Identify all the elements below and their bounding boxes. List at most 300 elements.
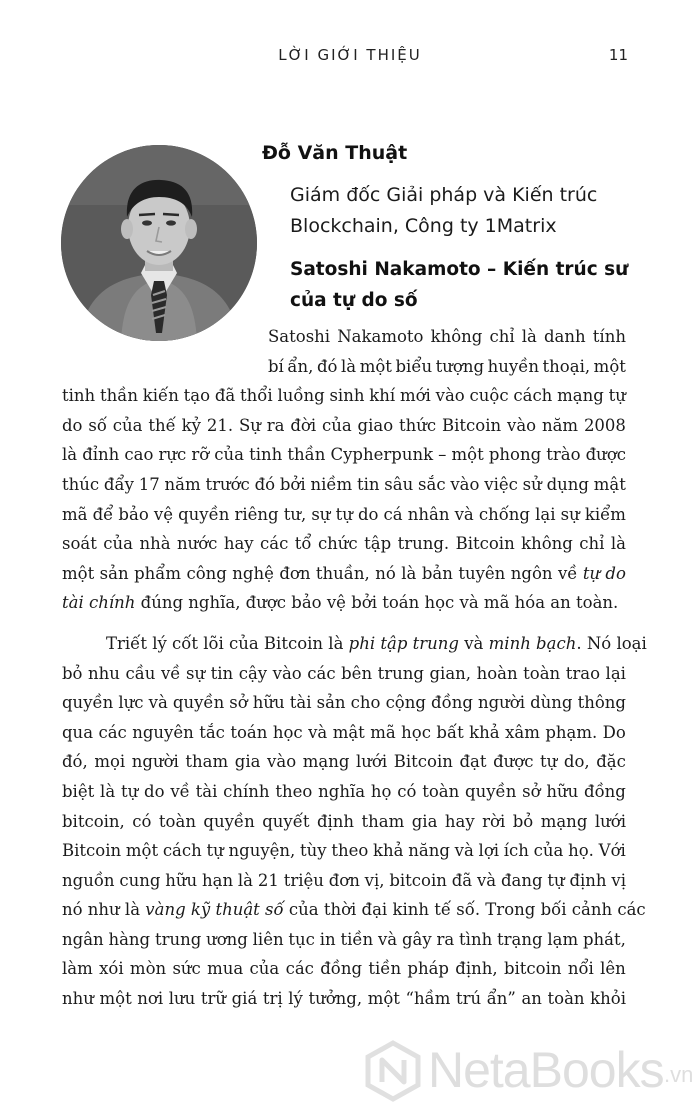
- text-line: [62, 836, 626, 866]
- word: cuộc: [469, 386, 509, 406]
- word: tình: [459, 929, 493, 949]
- word: hữu: [165, 870, 198, 890]
- text-line: [62, 500, 626, 530]
- word: nó: [375, 563, 396, 583]
- word: gia: [411, 811, 438, 831]
- word: ra: [266, 415, 285, 435]
- word: tham: [361, 811, 405, 831]
- word: đồng: [431, 693, 473, 713]
- word: 2008: [583, 415, 626, 435]
- word: dụng: [546, 474, 589, 494]
- word: niềm: [310, 474, 353, 494]
- word: cung: [119, 870, 161, 890]
- word: đơn: [328, 870, 360, 890]
- word: toàn: [422, 781, 460, 801]
- word: và: [454, 841, 474, 861]
- word: riêng: [234, 504, 279, 524]
- word: kiến: [142, 386, 179, 406]
- italic-term: minh bạch: [488, 633, 577, 653]
- word: nghệ: [232, 563, 274, 583]
- word: giá: [231, 989, 258, 1009]
- word: và: [454, 504, 474, 524]
- word: phát,: [582, 929, 626, 949]
- word: cao: [124, 445, 154, 465]
- word: thế: [148, 415, 176, 435]
- word: tin: [210, 663, 234, 683]
- word: Satoshi: [268, 327, 331, 346]
- word: định: [569, 870, 607, 890]
- author-role-line: Blockchain, Công ty 1Matrix: [290, 215, 557, 237]
- word: bảo: [118, 504, 149, 524]
- word: –: [438, 445, 447, 465]
- word: sử: [522, 474, 542, 494]
- word: là: [100, 781, 116, 801]
- word: đỉnh: [82, 445, 120, 465]
- word: được: [585, 445, 626, 465]
- italic-term: tự do: [582, 563, 626, 583]
- word: lại: [535, 504, 556, 524]
- word: chống: [478, 504, 530, 524]
- word: người: [477, 693, 526, 713]
- word: dùng: [530, 693, 573, 713]
- word: trung: [377, 663, 424, 683]
- text-line: [268, 352, 626, 382]
- word: an: [521, 989, 542, 1009]
- word: tinh: [249, 445, 283, 465]
- word: mạng: [540, 811, 588, 831]
- word: xâm: [505, 722, 540, 742]
- word: tưởng,: [308, 989, 363, 1009]
- word: hạn: [201, 870, 234, 890]
- word: sở: [229, 693, 248, 713]
- running-title: LỜI GIỚI THIỆU: [278, 46, 422, 64]
- paragraph-1-first-line-wrap: [62, 322, 626, 352]
- text-run: [106, 629, 647, 659]
- word: liên: [252, 929, 284, 949]
- word: quyền: [172, 693, 225, 713]
- word: một: [125, 841, 159, 861]
- word: gian,: [429, 663, 472, 683]
- word: ích: [503, 841, 529, 861]
- word: một: [593, 356, 626, 376]
- word: là: [521, 327, 537, 346]
- word: phong: [488, 445, 542, 465]
- word: việc: [484, 474, 518, 494]
- word: các: [98, 722, 127, 742]
- word: khí: [369, 386, 396, 406]
- netabooks-logo-icon: [362, 1040, 424, 1102]
- text-line: [62, 629, 647, 659]
- word: họ.: [568, 841, 594, 861]
- word: tham: [185, 752, 229, 772]
- word: nhân: [407, 504, 450, 524]
- word: thổi: [240, 386, 273, 406]
- word: các: [307, 663, 336, 683]
- word: sự: [560, 504, 580, 524]
- word: hay: [444, 811, 475, 831]
- word: lý: [288, 989, 303, 1009]
- word: vệ: [153, 504, 173, 524]
- word: có: [397, 781, 417, 801]
- word: không: [521, 534, 573, 554]
- word: là: [341, 356, 357, 376]
- text-run: Triết lý cốt lõi của Bitcoin là: [106, 633, 349, 653]
- word: của: [249, 959, 280, 979]
- word: vào: [507, 415, 537, 435]
- word: xói: [99, 959, 124, 979]
- word: của: [533, 841, 564, 861]
- word: 17: [138, 474, 160, 494]
- word: đặc: [596, 752, 626, 772]
- word: của: [112, 415, 143, 435]
- word: sức: [172, 959, 201, 979]
- word: như: [62, 989, 94, 1009]
- word: tài: [195, 781, 218, 801]
- word: tuyên: [458, 563, 506, 583]
- word: thần: [287, 445, 326, 465]
- word: năm: [541, 415, 579, 435]
- word: sự: [311, 504, 331, 524]
- word: mới: [399, 386, 431, 406]
- word: ngân: [62, 929, 104, 949]
- text-run: nó như là: [62, 900, 146, 920]
- word: được: [493, 752, 534, 772]
- word: là: [62, 445, 78, 465]
- word: nơi: [137, 989, 164, 1009]
- essay-title: [290, 254, 650, 316]
- text-line: [62, 411, 626, 441]
- word: triệu: [283, 870, 324, 890]
- word: cách: [162, 841, 202, 861]
- word: toàn: [158, 811, 196, 831]
- word: trung.: [397, 534, 450, 554]
- italic-term: phi tập trung: [348, 633, 459, 653]
- word: do,: [563, 752, 590, 772]
- word: đồng: [320, 959, 363, 979]
- text-line: [62, 381, 626, 411]
- word: mật: [332, 722, 365, 742]
- word: đồng: [584, 781, 626, 801]
- word: người: [131, 752, 179, 772]
- word: trào: [546, 445, 581, 465]
- word: Sự: [238, 415, 261, 435]
- word: lưu: [168, 989, 196, 1009]
- word: mua: [207, 959, 244, 979]
- word: lại: [605, 663, 626, 683]
- word: trước: [205, 474, 250, 494]
- paragraph-gap: [62, 618, 626, 629]
- word: năng: [408, 841, 450, 861]
- word: một: [359, 356, 392, 376]
- word: tin: [356, 474, 380, 494]
- word: nổi: [567, 959, 594, 979]
- word: bỏ: [62, 663, 83, 683]
- word: định,: [455, 959, 498, 979]
- text-run: đúng nghĩa, được bảo vệ bởi toán học và mã hóa an toàn.: [135, 593, 619, 613]
- word: gia: [234, 752, 261, 772]
- word: Với: [598, 841, 626, 861]
- word: khả: [469, 722, 500, 742]
- text-line: [62, 925, 626, 955]
- word: ẩn”: [486, 989, 516, 1009]
- word: năm: [164, 474, 201, 494]
- author-photo: [61, 145, 257, 341]
- word: cá: [383, 504, 403, 524]
- word: là: [237, 870, 254, 890]
- word: về: [557, 563, 578, 583]
- word: sản: [99, 563, 129, 583]
- word: tục: [288, 929, 315, 949]
- word: rời: [482, 811, 506, 831]
- word: sắc: [418, 474, 446, 494]
- word: sự: [185, 663, 206, 683]
- word: mật: [593, 474, 626, 494]
- word: rực: [158, 445, 187, 465]
- word: thông: [577, 693, 626, 713]
- word: cho: [350, 693, 381, 713]
- word: mã: [62, 504, 88, 524]
- word: đạt: [459, 752, 487, 772]
- word: là: [401, 563, 417, 583]
- word: Bitcoin: [393, 752, 453, 772]
- word: không: [430, 327, 483, 346]
- page-number: 11: [608, 46, 628, 64]
- word: sở: [522, 781, 541, 801]
- word: khả: [373, 841, 404, 861]
- word: về: [160, 663, 181, 683]
- word: biểu: [395, 356, 433, 376]
- word: phẩm: [134, 563, 182, 583]
- word: biệt: [62, 781, 95, 801]
- word: trạng: [497, 929, 543, 949]
- word: bản: [421, 563, 453, 583]
- text-line: [268, 322, 626, 352]
- word: qua: [62, 722, 94, 742]
- word: Nakamoto: [337, 327, 424, 346]
- word: đó: [316, 356, 338, 376]
- word: tư,: [283, 504, 307, 524]
- word: là: [610, 534, 626, 554]
- text-line: [62, 659, 626, 689]
- word: vị,: [364, 870, 385, 890]
- essay-title-line: của tự do số: [290, 290, 418, 311]
- text-line: [62, 559, 626, 589]
- word: thuần,: [315, 563, 370, 583]
- text-line: [62, 895, 646, 925]
- word: lực: [118, 693, 144, 713]
- word: danh: [544, 327, 586, 346]
- word: một: [367, 989, 400, 1009]
- word: nghĩa: [318, 781, 366, 801]
- word: mạng: [557, 386, 604, 406]
- word: in: [319, 929, 336, 949]
- word: thoại,: [542, 356, 591, 376]
- watermark-suffix: .vn: [664, 1062, 694, 1087]
- word: vào: [272, 663, 302, 683]
- text-line: [62, 529, 626, 559]
- word: gây: [401, 929, 432, 949]
- word: bất: [436, 722, 464, 742]
- text-line: [62, 807, 626, 837]
- word: tự: [120, 781, 139, 801]
- word: tự: [547, 870, 565, 890]
- text-line: [62, 984, 626, 1014]
- word: quyết: [262, 811, 310, 831]
- word: lạm: [547, 929, 579, 949]
- word: định: [316, 811, 355, 831]
- text-line: [62, 688, 626, 718]
- word: toán: [230, 722, 268, 742]
- text-line: [62, 470, 626, 500]
- word: theo: [331, 841, 369, 861]
- word: tự: [608, 386, 626, 406]
- word: bởi: [279, 474, 306, 494]
- word: đang: [500, 870, 543, 890]
- word: mọi: [94, 752, 126, 772]
- word: đẩy: [103, 474, 134, 494]
- word: đó: [254, 474, 276, 494]
- word: đời: [290, 415, 317, 435]
- word: đã: [451, 870, 473, 890]
- word: quyền: [465, 781, 517, 801]
- word: 21: [257, 870, 279, 890]
- word: một: [62, 563, 95, 583]
- word: tạo: [183, 386, 211, 406]
- word: vào: [450, 474, 480, 494]
- word: ra: [436, 929, 455, 949]
- word: cộng: [385, 693, 426, 713]
- word: trú: [455, 989, 482, 1009]
- word: rỡ: [191, 445, 210, 465]
- word: soát: [62, 534, 97, 554]
- word: tắc: [199, 722, 225, 742]
- text-line: [62, 777, 626, 807]
- word: và: [308, 722, 328, 742]
- word: tự: [540, 752, 558, 772]
- word: chính: [223, 781, 270, 801]
- word: huyền: [487, 356, 539, 376]
- word: đã: [214, 386, 236, 406]
- word: đơn: [279, 563, 311, 583]
- word: một: [99, 989, 132, 1009]
- word: tùy: [300, 841, 327, 861]
- word: giao: [357, 415, 394, 435]
- word: vào: [435, 386, 465, 406]
- word: phạm.: [545, 722, 598, 742]
- word: họ: [370, 781, 392, 801]
- word: mạng: [302, 752, 350, 772]
- word: các: [260, 534, 289, 554]
- word: tiền: [368, 959, 402, 979]
- word: Cypherpunk: [330, 445, 434, 465]
- watermark-brand: NetaBooks: [428, 1042, 664, 1098]
- word: tự: [335, 504, 353, 524]
- word: chỉ: [579, 534, 605, 554]
- word: hữu: [546, 781, 579, 801]
- word: tiền: [340, 929, 374, 949]
- word: lưới: [594, 811, 626, 831]
- word: toàn: [547, 989, 585, 1009]
- word: nguyên: [132, 722, 194, 742]
- word: bí: [268, 356, 284, 376]
- word: trữ: [200, 989, 227, 1009]
- word: nhu: [88, 663, 120, 683]
- word: học: [272, 722, 303, 742]
- text-line: [62, 440, 626, 470]
- word: lên: [600, 959, 626, 979]
- word: bitcoin,: [62, 811, 125, 831]
- word: cầu: [125, 663, 156, 683]
- word: nguồn: [62, 870, 115, 890]
- word: do: [357, 504, 379, 524]
- word: một: [451, 445, 484, 465]
- text-line: [62, 954, 626, 984]
- word: hữu: [252, 693, 285, 713]
- word: trung: [154, 929, 202, 949]
- word: ương: [206, 929, 248, 949]
- word: và: [377, 929, 398, 949]
- word: Bitcoin: [455, 534, 515, 554]
- word: lưới: [356, 752, 388, 772]
- text-run: và: [458, 633, 489, 653]
- word: kiểm: [584, 504, 626, 524]
- word: kỷ: [181, 415, 201, 435]
- watermark: [362, 1036, 692, 1106]
- word: quyền: [62, 693, 114, 713]
- word: bitcoin: [389, 870, 447, 890]
- word: 21.: [206, 415, 234, 435]
- word: hay: [223, 534, 254, 554]
- word: về: [170, 781, 190, 801]
- word: thần: [99, 386, 138, 406]
- body-text: [62, 322, 647, 1014]
- word: bitcoin: [503, 959, 562, 979]
- word: nhà: [139, 534, 171, 554]
- word: tổ: [294, 534, 312, 554]
- word: tập: [364, 534, 392, 554]
- word: làm: [62, 959, 93, 979]
- word: công: [186, 563, 227, 583]
- word: cách: [513, 386, 553, 406]
- essay-title-line: Satoshi Nakamoto – Kiến trúc sư: [290, 259, 629, 280]
- text-run: của thời đại kinh tế số. Trong bối cảnh các: [283, 900, 646, 920]
- author-role-line: Giám đốc Giải pháp và Kiến trúc: [290, 184, 598, 206]
- word: bên: [341, 663, 373, 683]
- word: tính: [592, 327, 626, 346]
- word: đó,: [62, 752, 88, 772]
- word: nguyện,: [228, 841, 296, 861]
- word: tinh: [62, 386, 96, 406]
- word: pháp: [407, 959, 449, 979]
- word: do: [144, 781, 165, 801]
- text-line: [62, 718, 626, 748]
- word: và: [476, 870, 497, 890]
- word: và: [148, 693, 168, 713]
- word: lợi: [478, 841, 500, 861]
- text-line-last: [62, 588, 626, 618]
- word: luồng: [277, 386, 325, 406]
- word: sinh: [329, 386, 365, 406]
- word: tài: [289, 693, 312, 713]
- word: Do: [602, 722, 626, 742]
- text-line: [62, 866, 626, 896]
- word: quyền: [203, 811, 255, 831]
- word: nước: [176, 534, 218, 554]
- word: thúc: [62, 474, 100, 494]
- running-header: [0, 46, 700, 68]
- word: trị: [262, 989, 283, 1009]
- word: sản: [316, 693, 346, 713]
